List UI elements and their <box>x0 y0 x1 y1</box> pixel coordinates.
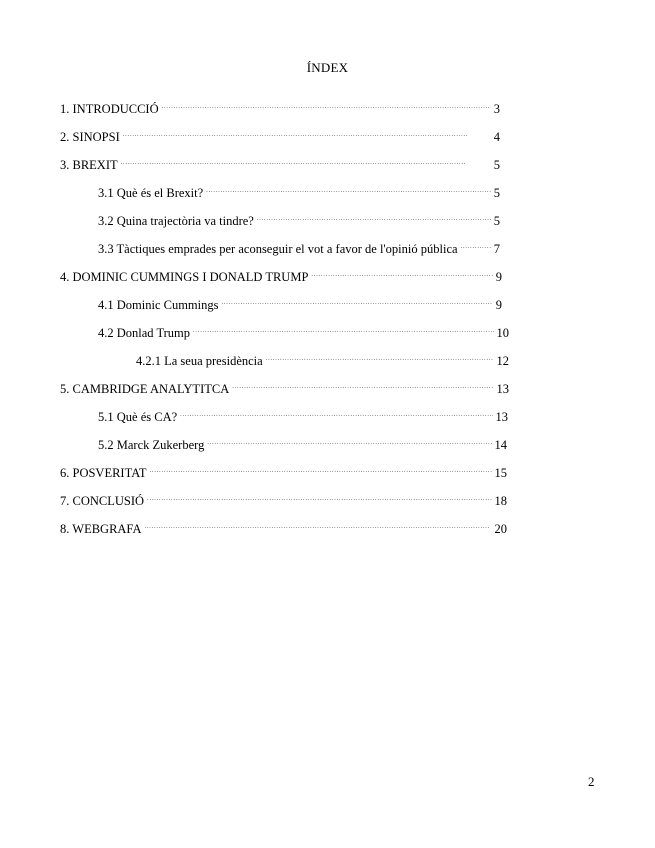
toc-entry[interactable] <box>60 461 507 480</box>
toc-entry-page: 3 <box>493 102 500 116</box>
toc-dot-leader <box>311 265 492 281</box>
toc-entry-label: 7. CONCLUSIÓ <box>60 494 145 508</box>
toc-dot-leader <box>461 237 491 253</box>
toc-dot-leader <box>145 517 492 533</box>
toc-entry-page: 13 <box>496 382 509 396</box>
toc-entry-page: 5 <box>493 158 500 172</box>
toc-entry-page: 12 <box>496 354 509 368</box>
toc-dot-leader <box>150 461 492 477</box>
toc-entry[interactable] <box>98 433 507 452</box>
toc-entry-page: 13 <box>495 410 508 424</box>
toc-entry-page: 7 <box>493 242 500 256</box>
toc-dot-leader <box>162 97 491 113</box>
toc-dot-leader <box>232 377 493 393</box>
toc-entry-page: 14 <box>494 438 507 452</box>
toc-entry[interactable] <box>60 265 502 284</box>
toc-entry-label: 1. INTRODUCCIÓ <box>60 102 159 116</box>
toc-entry-page: 20 <box>494 522 507 536</box>
toc-entry-label: 3.2 Quina trajectòria va tindre? <box>98 214 254 228</box>
toc-entry-page: 4 <box>493 130 500 144</box>
toc-entry-label: 5.1 Què és CA? <box>98 410 178 424</box>
toc-entry-label: 2. SINOPSI <box>60 130 120 144</box>
toc-entry[interactable] <box>98 293 502 312</box>
toc-entry[interactable] <box>60 153 500 172</box>
toc-entry-page: 5 <box>493 186 500 200</box>
toc-entry-label: 4.1 Dominic Cummings <box>98 298 219 312</box>
toc-entry[interactable] <box>98 209 500 228</box>
toc-entry[interactable] <box>98 181 500 200</box>
toc-dot-leader <box>180 405 492 421</box>
toc-entry-page: 9 <box>495 298 502 312</box>
toc-entry[interactable] <box>60 517 507 536</box>
toc-dot-leader <box>222 293 493 309</box>
toc-entry-label: 6. POSVERITAT <box>60 466 147 480</box>
toc-entry-page: 15 <box>494 466 507 480</box>
toc-entry-page: 5 <box>493 214 500 228</box>
toc-entry-label: 3.1 Què és el Brexit? <box>98 186 204 200</box>
toc-entry[interactable] <box>60 97 500 116</box>
toc-dot-leader <box>207 433 491 449</box>
toc-entry-label: 3.3 Tàctiques emprades per aconseguir el vot a favor de l'opinió pública <box>98 242 458 256</box>
toc-entry[interactable] <box>60 125 500 144</box>
index-title: ÍNDEX <box>306 60 349 75</box>
toc-entry[interactable] <box>98 405 508 424</box>
toc-entry[interactable] <box>98 237 500 256</box>
toc-entry-label: 8. WEBGRAFA <box>60 522 142 536</box>
toc-entry[interactable] <box>60 489 507 508</box>
toc-entry[interactable] <box>98 321 509 340</box>
toc-entry-label: 4.2 Donlad Trump <box>98 326 191 340</box>
toc-entry-label: 4. DOMINIC CUMMINGS I DONALD TRUMP <box>60 270 309 284</box>
toc-dot-leader <box>206 181 491 197</box>
page-number: 2 <box>588 774 595 789</box>
toc-entry[interactable] <box>60 377 509 396</box>
toc-dot-leader <box>147 489 491 505</box>
toc-dot-leader <box>257 209 491 225</box>
toc-entry-page: 9 <box>495 270 502 284</box>
toc-entry-page: 10 <box>496 326 509 340</box>
toc-entry-label: 4.2.1 La seua presidència <box>136 354 263 368</box>
toc-entry-label: 3. BREXIT <box>60 158 118 172</box>
toc-dot-leader <box>121 153 491 169</box>
toc-dot-leader <box>123 125 491 141</box>
toc-dot-leader <box>193 321 493 337</box>
toc-dot-leader <box>266 349 494 365</box>
toc-entry-label: 5.2 Marck Zukerberg <box>98 438 205 452</box>
toc-entry-label: 5. CAMBRIDGE ANALYTITCA <box>60 382 230 396</box>
toc-entry[interactable] <box>136 349 509 368</box>
toc-entry-page: 18 <box>494 494 507 508</box>
